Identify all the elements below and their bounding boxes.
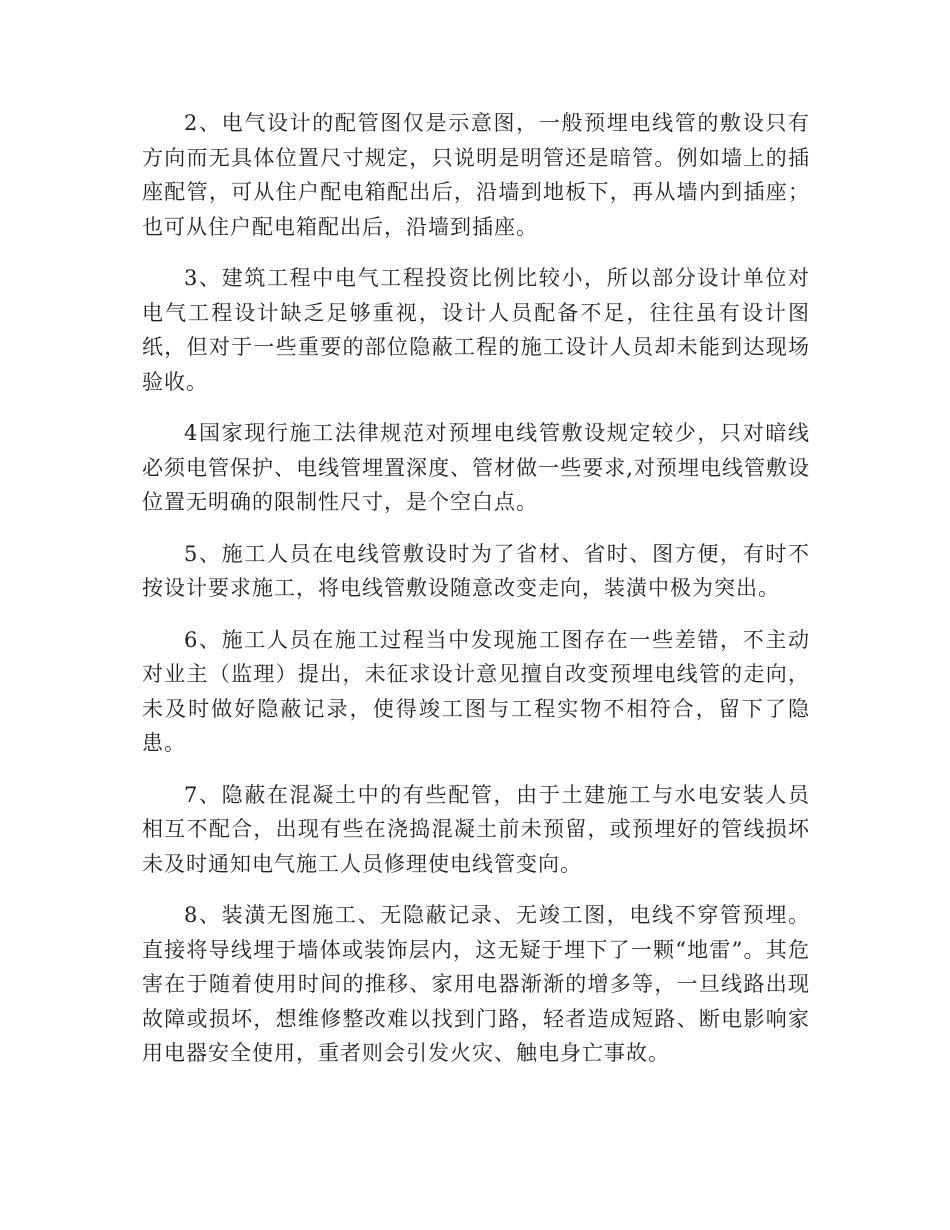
paragraph-2: 2、电气设计的配管图仅是示意图，一般预埋电线管的敷设只有方向而无具体位置尺寸规定，只说明是明管还是暗管。例如墙上的插座配管，可从住户配电箱配出后，沿墙到地板下，再从墙内到插座；也可从住户配电箱配出后，沿墙到插座。 (142, 111, 810, 239)
paragraph-5: 5、施工人员在电线管敷设时为了省材、省时、图方便，有时不按设计要求施工，将电线管敷设随意改变走向，装潢中极为突出。 (142, 541, 810, 600)
paragraph-8: 8、装潢无图施工、无隐蔽记录、无竣工图，电线不穿管预埋。直接将导线埋于墙体或装饰层内，这无疑于埋下了一颗“地雷”。其危害在于随着使用时间的推移、家用电器渐渐的增多等，一旦线路出现故障或损坏，想维修整改难以找到门路，轻者造成短路、断电影响家用电器安全使用，重者则会引发火灾、触电身亡事故。 (142, 903, 810, 1065)
paragraph-6: 6、施工人员在施工过程当中发现施工图存在一些差错，不主动对业主（监理）提出，未征求设计意见擅自改变预埋电线管的走向，未及时做好隐蔽记录，使得竣工图与工程实物不相符合，留下了隐患。 (142, 627, 810, 755)
paragraph-4: 4国家现行施工法律规范对预埋电线管敷设规定较少，只对暗线必须电管保护、电线管埋置深度、管材做一些要求,对预埋电线管敷设位置无明确的限制性尺寸，是个空白点。 (142, 421, 810, 514)
document-body (142, 106, 810, 1088)
paragraph-3: 3、建筑工程中电气工程投资比例比较小，所以部分设计单位对电气工程设计缺乏足够重视，设计人员配备不足，往往虽有设计图纸，但对于一些重要的部位隐蔽工程的施工设计人员却未能到达现场验收。 (142, 266, 810, 394)
paragraph-7: 7、隐蔽在混凝土中的有些配管，由于土建施工与水电安装人员相互不配合，出现有些在浇捣混凝土前未预留，或预埋好的管线损坏未及时通知电气施工人员修理使电线管变向。 (142, 782, 810, 876)
